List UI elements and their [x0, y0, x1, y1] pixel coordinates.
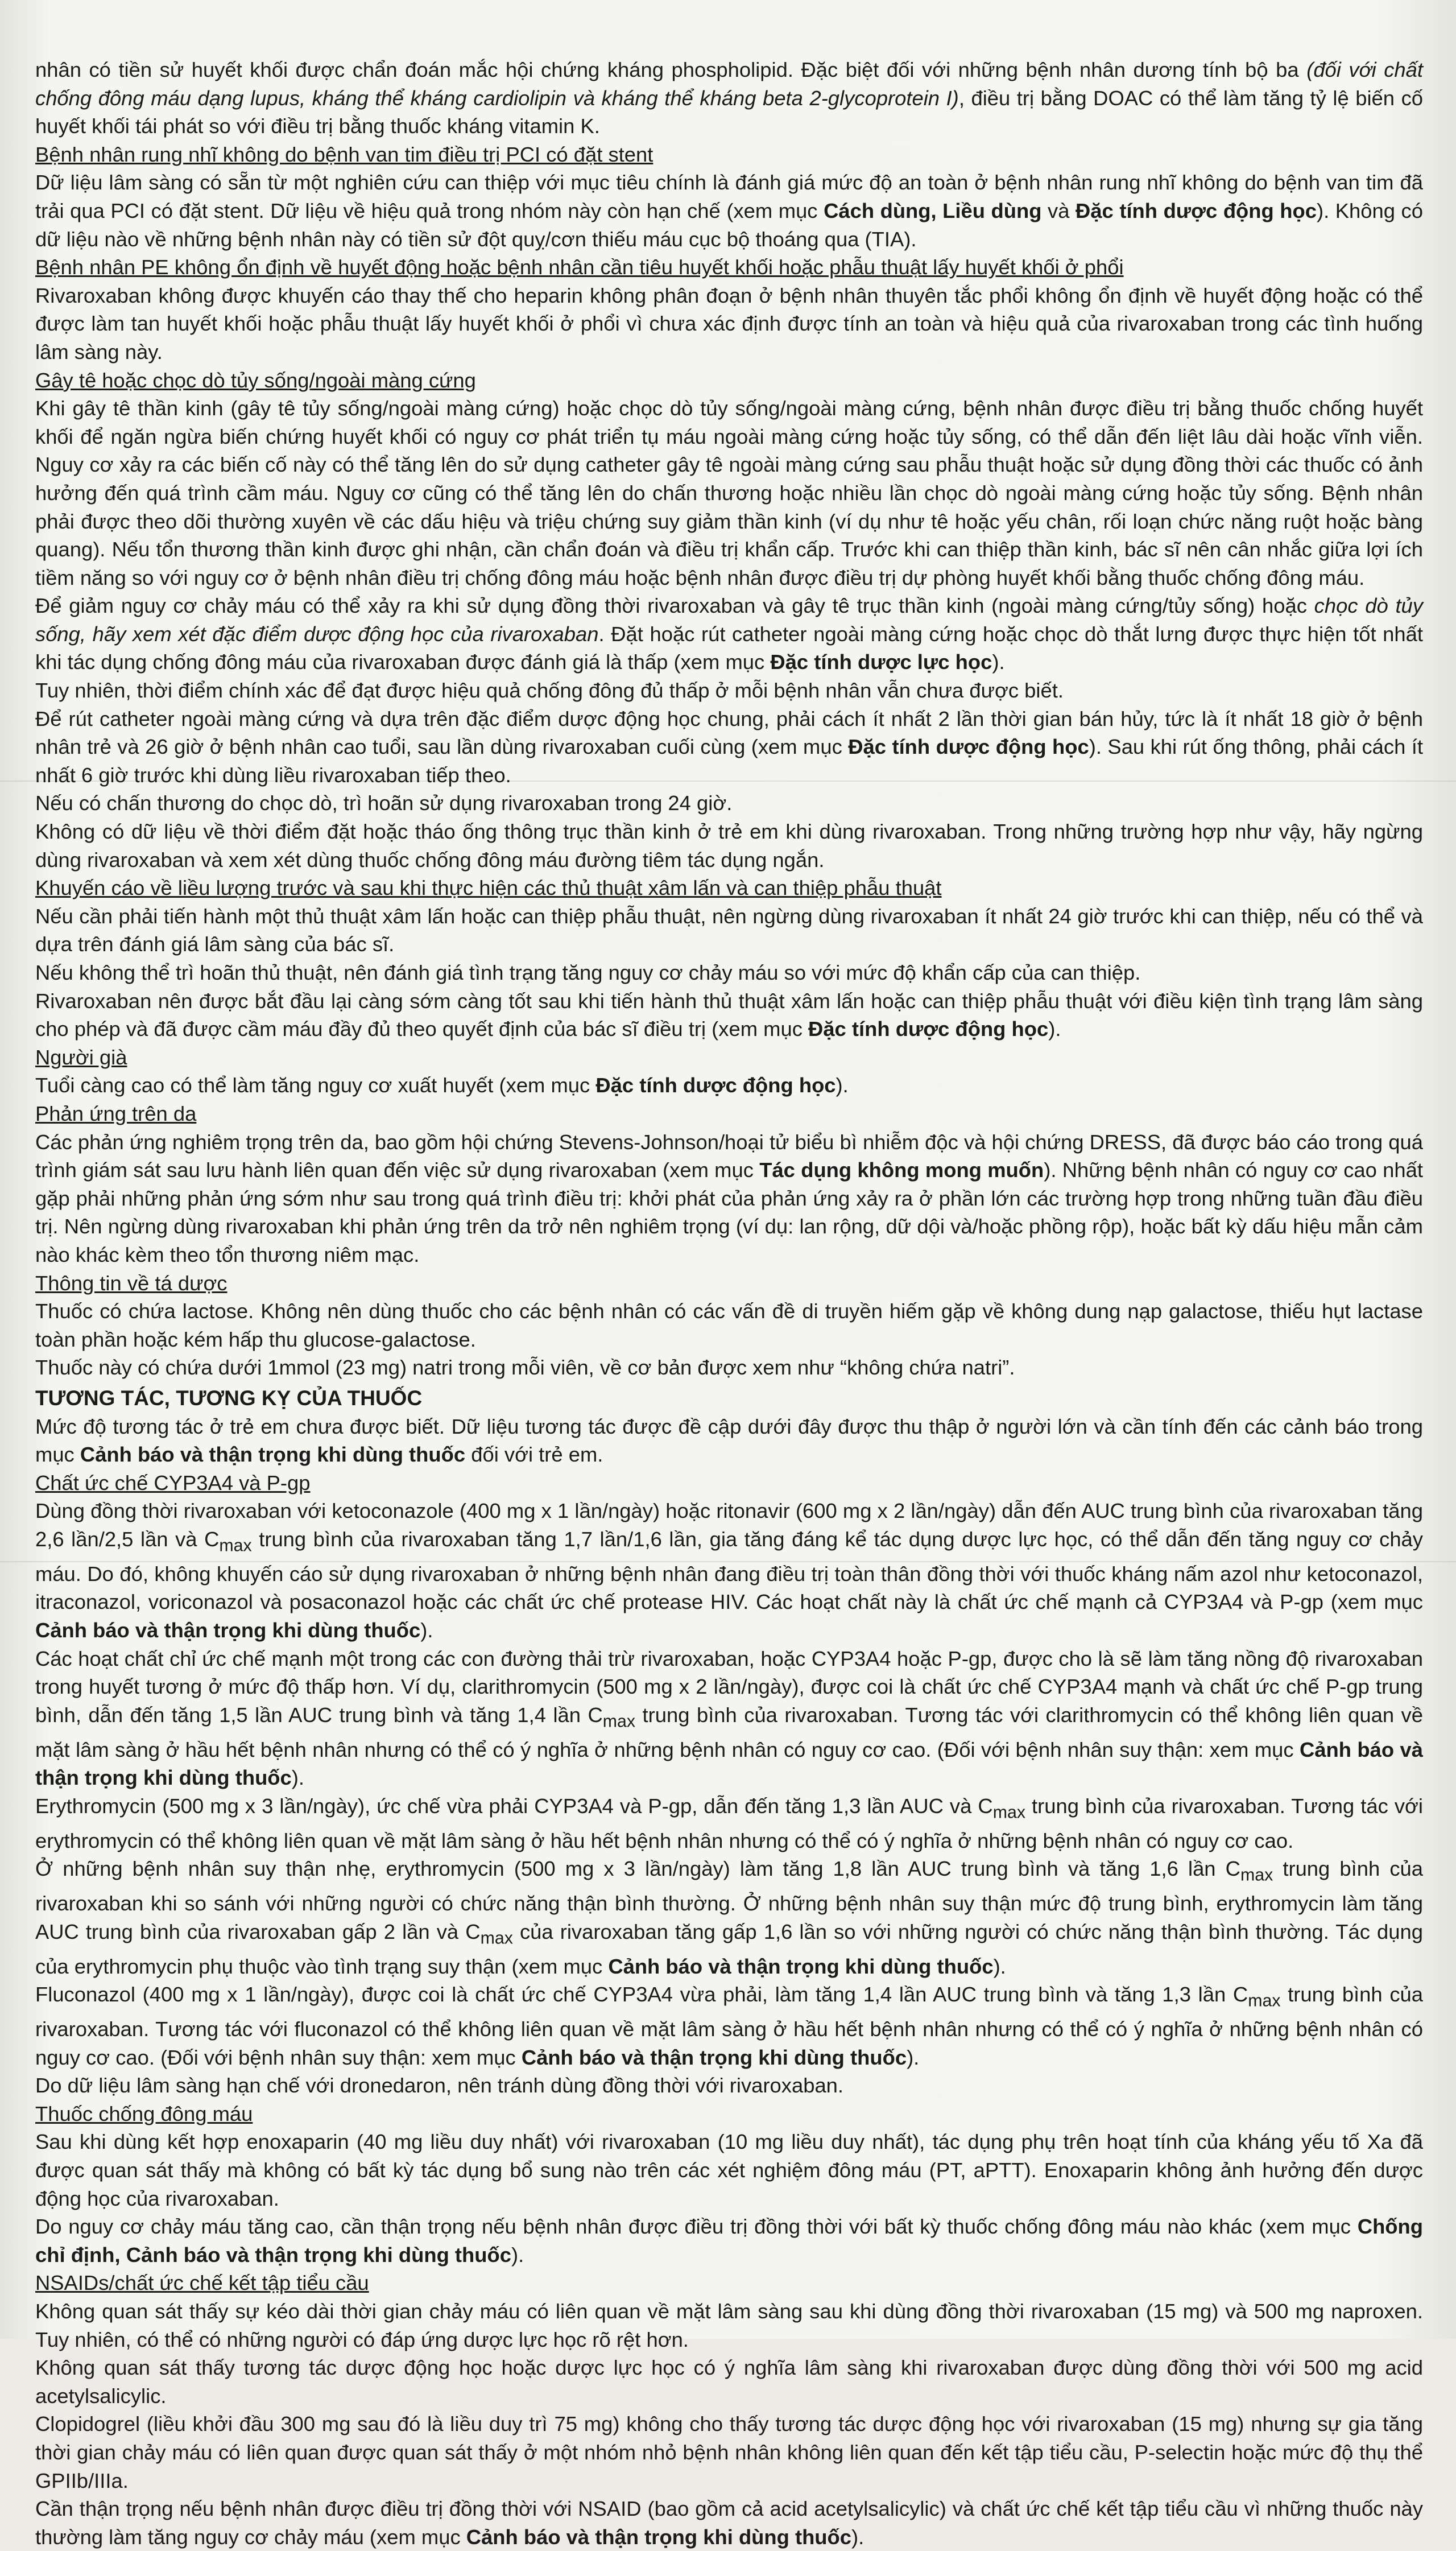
paragraph: Mức độ tương tác ở trẻ em chưa được biết. Dữ liệu tương tác được đề cập dưới đây được thu thập ở người lớn và cần tính đến các cảnh báo trong mục Cảnh báo và thận trọng khi dùng thuốc đối với trẻ em. — [35, 1414, 1423, 1467]
section-heading: Bệnh nhân rung nhĩ không do bệnh van tim điều trị PCI có đặt stent — [35, 142, 653, 166]
paragraph: Erythromycin (500 mg x 3 lần/ngày), ức chế vừa phải CYP3A4 và P-gp, dẫn đến tăng 1,3 lần AUC và $C_{max}$ trung bình của rivaroxaban. Tương tác với erythromycin có thể không liên quan về mặt lâm sàng ở hầu hết bệnh nhân nhưng có thể có ý nghĩa ở những bệnh nhân có nguy cơ cao. — [35, 1794, 1423, 1852]
paragraph: Do dữ liệu lâm sàng hạn chế với dronedaron, nên tránh dùng đồng thời với rivaroxaban. — [35, 2074, 844, 2098]
paragraph: Nếu cần phải tiến hành một thủ thuật xâm lấn hoặc can thiệp phẫu thuật, nên ngừng dùng rivaroxaban ít nhất 24 giờ trước khi can thiệp, nếu có thể và dựa trên đánh giá lâm sàng của bác sĩ. — [35, 904, 1423, 956]
paragraph: Dùng đồng thời rivaroxaban với ketoconazole (400 mg x 1 lần/ngày) hoặc ritonavir (600 mg x 2 lần/ngày) dẫn đến AUC trung bình của rivaroxaban tăng 2,6 lần/2,5 lần và $C_{max}$ trung bình của rivaroxaban tăng 1,7 lần/1,6 lần, gia tăng đáng kể tác dụng dược lực học, có thể dẫn đến tăng nguy cơ chảy máu. Do đó, không khuyến cáo sử dụng rivaroxaban ở những bệnh nhân đang điều trị toàn thân đồng thời với thuốc kháng nấm azol như ketoconazol, itraconazol, voriconazol và posaconazol hoặc các chất ức chế protease HIV. Các hoạt chất này là chất ức chế mạnh cả CYP3A4 và P-gp (xem mục Cảnh báo và thận trọng khi dùng thuốc). — [35, 1499, 1423, 1642]
section-heading: Chất ức chế CYP3A4 và P-gp — [35, 1471, 311, 1495]
paragraph: Thuốc này có chứa dưới 1mmol (23 mg) natri trong mỗi viên, về cơ bản được xem như “không chứa natri”. — [35, 1356, 1015, 1380]
paragraph: Ở những bệnh nhân suy thận nhẹ, erythromycin (500 mg x 3 lần/ngày) làm tăng 1,8 lần AUC trung bình và tăng 1,6 lần $C_{max}$ trung bình của rivaroxaban khi so sánh với những người có chức năng thận bình thường. Ở những bệnh nhân suy thận mức độ trung bình, erythromycin làm tăng AUC trung bình của rivaroxaban gấp 2 lần và $C_{max}$ của rivaroxaban tăng gấp 1,6 lần so với những người có chức năng thận bình thường. Tác dụng của erythromycin phụ thuộc vào tình trạng suy thận (xem mục Cảnh báo và thận trọng khi dùng thuốc). — [35, 1857, 1423, 1978]
chapter-title: TƯƠNG TÁC, TƯƠNG KỴ CỦA THUỐC — [35, 1386, 423, 1410]
paragraph: Để giảm nguy cơ chảy máu có thể xảy ra khi sử dụng đồng thời rivaroxaban và gây tê trục thần kinh (ngoài màng cứng/tủy sống) hoặc chọc dò tủy sống, hãy xem xét đặc điểm dược động học của rivaroxaban. Đặt hoặc rút catheter ngoài màng cứng hoặc chọc dò thắt lưng được thực hiện tốt nhất khi tác dụng chống đông máu của rivaroxaban được đánh giá là thấp (xem mục Đặc tính dược lực học). — [35, 594, 1423, 674]
paragraph: Dữ liệu lâm sàng có sẵn từ một nghiên cứu can thiệp với mục tiêu chính là đánh giá mức độ an toàn ở bệnh nhân rung nhĩ không do bệnh van tim đã trải qua PCI có đặt stent. Dữ liệu về hiệu quả trong nhóm này còn hạn chế (xem mục Cách dùng, Liều dùng và Đặc tính dược động học). Không có dữ liệu nào về những bệnh nhân này có tiền sử đột quỵ/cơn thiếu máu cục bộ thoáng qua (TIA). — [35, 171, 1423, 251]
paragraph: Fluconazol (400 mg x 1 lần/ngày), được coi là chất ức chế CYP3A4 vừa phải, làm tăng 1,4 lần AUC trung bình và tăng 1,3 lần $C_{max}$ trung bình của rivaroxaban. Tương tác với fluconazol có thể không liên quan về mặt lâm sàng ở hầu hết bệnh nhân nhưng có thể có ý nghĩa ở những bệnh nhân có nguy cơ cao. (Đối với bệnh nhân suy thận: xem mục Cảnh báo và thận trọng khi dùng thuốc). — [35, 1983, 1424, 2069]
paragraph: Tuy nhiên, thời điểm chính xác để đạt được hiệu quả chống đông đủ thấp ở mỗi bệnh nhân vẫn chưa được biết. — [35, 679, 1064, 703]
section-heading: Khuyến cáo về liều lượng trước và sau khi thực hiện các thủ thuật xâm lấn và can thiệp phẫu thuật — [35, 876, 942, 900]
paragraph: Cần thận trọng nếu bệnh nhân được điều trị đồng thời với NSAID (bao gồm cả acid acetylsalicylic) và chất ức chế kết tập tiểu cầu vì những thuốc này thường làm tăng nguy cơ chảy máu (xem mục Cảnh báo và thận trọng khi dùng thuốc). — [35, 2497, 1423, 2549]
paragraph: nhân có tiền sử huyết khối được chẩn đoán mắc hội chứng kháng phospholipid. Đặc biệt đối với những bệnh nhân dương tính bộ ba (đối với chất chống đông máu dạng lupus, kháng thể kháng cardiolipin và kháng thể kháng beta 2-glycoprotein I), điều trị bằng DOAC có thể làm tăng tỷ lệ biến cố huyết khối tái phát so với điều trị bằng thuốc kháng vitamin K. — [35, 58, 1424, 138]
paragraph: Các phản ứng nghiêm trọng trên da, bao gồm hội chứng Stevens-Johnson/hoại tử biểu bì nhiễm độc và hội chứng DRESS, đã được báo cáo trong quá trình giám sát sau lưu hành liên quan đến việc sử dụng rivaroxaban (xem mục Tác dụng không mong muốn). Những bệnh nhân có nguy cơ cao nhất gặp phải những phản ứng sớm như sau trong quá trình điều trị: khởi phát của phản ứng xảy ra ở phần lớn các trường hợp trong những tuần đầu điều trị. Nên ngừng dùng rivaroxaban khi phản ứng trên da trở nên nghiêm trọng (ví dụ: lan rộng, dữ dội và/hoặc phồng rộp), hoặc bất kỳ dấu hiệu mẫn cảm nào khác kèm theo tổn thương niêm mạc. — [35, 1130, 1423, 1266]
paragraph: Tuổi càng cao có thể làm tăng nguy cơ xuất huyết (xem mục Đặc tính dược động học). — [35, 1074, 849, 1097]
paragraph: Để rút catheter ngoài màng cứng và dựa trên đặc điểm dược động học chung, phải cách ít nhất 2 lần thời gian bán hủy, tức là ít nhất 18 giờ ở bệnh nhân trẻ và 26 giờ ở bệnh nhân cao tuổi, sau lần dùng rivaroxaban cuối cùng (xem mục Đặc tính dược động học). Sau khi rút ống thông, phải cách ít nhất 6 giờ trước khi dùng liều rivaroxaban tiếp theo. — [35, 707, 1423, 787]
paragraph: Clopidogrel (liều khởi đầu 300 mg sau đó là liều duy trì 75 mg) không cho thấy tương tác dược động học với rivaroxaban (15 mg) nhưng sự gia tăng thời gian chảy máu có liên quan được quan sát thấy ở một nhóm nhỏ bệnh nhân không liên quan đến kết tập tiểu cầu, P-selectin hoặc mức độ thụ thể GPIIb/IIIa. — [35, 2412, 1423, 2492]
paragraph: Không có dữ liệu về thời điểm đặt hoặc tháo ống thông trục thần kinh ở trẻ em khi dùng rivaroxaban. Trong những trường hợp như vậy, hãy ngừng dùng rivaroxaban và xem xét dùng thuốc chống đông máu đường tiêm tác dụng ngắn. — [35, 820, 1423, 872]
section-heading: Thuốc chống đông máu — [35, 2102, 253, 2125]
section-heading: Thông tin về tá dược — [35, 1271, 228, 1295]
paragraph: Không quan sát thấy tương tác dược động học hoặc dược lực học có ý nghĩa lâm sàng khi rivaroxaban được dùng đồng thời với 500 mg acid acetylsalicylic. — [35, 2356, 1423, 2408]
paragraph: Nếu không thể trì hoãn thủ thuật, nên đánh giá tình trạng tăng nguy cơ chảy máu so với mức độ khẩn cấp của can thiệp. — [35, 961, 1141, 984]
paragraph: Rivaroxaban nên được bắt đầu lại càng sớm càng tốt sau khi tiến hành thủ thuật xâm lấn hoặc can thiệp phẫu thuật với điều kiện tình trạng lâm sàng cho phép và đã được cầm máu đầy đủ theo quyết định của bác sĩ điều trị (xem mục Đặc tính dược động học). — [35, 989, 1423, 1041]
section-heading: Bệnh nhân PE không ổn định về huyết động hoặc bệnh nhân cần tiêu huyết khối hoặc phẫu thuật lấy huyết khối ở phổi — [35, 255, 1124, 279]
section-heading: Người già — [35, 1045, 127, 1069]
paragraph: Không quan sát thấy sự kéo dài thời gian chảy máu có liên quan về mặt lâm sàng sau khi dùng đồng thời rivaroxaban (15 mg) và 500 mg naproxen. Tuy nhiên, có thể có những người có đáp ứng dược lực học rõ rệt hơn. — [35, 2300, 1423, 2351]
paragraph: Nếu có chấn thương do chọc dò, trì hoãn sử dụng rivaroxaban trong 24 giờ. — [35, 791, 733, 815]
paragraph: Thuốc có chứa lactose. Không nên dùng thuốc cho các bệnh nhân có các vấn đề di truyền hiếm gặp về không dung nạp galactose, thiếu hụt lactase toàn phần hoặc kém hấp thu glucose-galactose. — [35, 1299, 1423, 1351]
paragraph: Các hoạt chất chỉ ức chế mạnh một trong các con đường thải trừ rivaroxaban, hoặc CYP3A4 hoặc P-gp, được cho là sẽ làm tăng nồng độ rivaroxaban trong huyết tương ở mức độ thấp hơn. Ví dụ, clarithromycin (500 mg x 2 lần/ngày), được coi là chất ức chế CYP3A4 mạnh và chất ức chế P-gp trung bình, dẫn đến tăng 1,5 lần AUC trung bình và tăng 1,4 lần $C_{max}$ trung bình của rivaroxaban. Tương tác với clarithromycin có thể không liên quan về mặt lâm sàng ở hầu hết bệnh nhân nhưng có thể có ý nghĩa ở những bệnh nhân có nguy cơ cao. (Đối với bệnh nhân suy thận: xem mục Cảnh báo và thận trọng khi dùng thuốc). — [35, 1646, 1423, 1790]
paragraph: Do nguy cơ chảy máu tăng cao, cần thận trọng nếu bệnh nhân được điều trị đồng thời với bất kỳ thuốc chống đông máu nào khác (xem mục Chống chỉ định, Cảnh báo và thận trọng khi dùng thuốc). — [35, 2215, 1423, 2267]
paragraph: Sau khi dùng kết hợp enoxaparin (40 mg liều duy nhất) với rivaroxaban (10 mg liều duy nhất), tác dụng phụ trên hoạt tính của kháng yếu tố Xa đã được quan sát thấy mà không có bất kỳ tác dụng bổ sung nào trên các xét nghiệm đông máu (PT, aPTT). Enoxaparin không ảnh hưởng đến dược động học của rivaroxaban. — [35, 2130, 1423, 2210]
paragraph: Rivaroxaban không được khuyến cáo thay thế cho heparin không phân đoạn ở bệnh nhân thuyên tắc phổi không ổn định về huyết động hoặc có thể được làm tan huyết khối hoặc phẫu thuật lấy huyết khối ở phổi vì chưa xác định được tính an toàn và hiệu quả của rivaroxaban trong các tình huống lâm sàng này. — [35, 283, 1423, 364]
paragraph: Khi gây tê thần kinh (gây tê tủy sống/ngoài màng cứng) hoặc chọc dò tủy sống/ngoài màng cứng, bệnh nhân được điều trị bằng thuốc chống huyết khối để ngăn ngừa biến chứng huyết khối có nguy cơ phát triển tụ máu ngoài màng cứng hoặc tủy sống, có thể dẫn đến liệt lâu dài hoặc vĩnh viễn. Nguy cơ xảy ra các biến cố này có thể tăng lên do sử dụng catheter gây tê ngoài màng cứng sau phẫu thuật hoặc sử dụng đồng thời các thuốc có ảnh hưởng đến quá trình cầm máu. Nguy cơ cũng có thể tăng lên do chấn thương hoặc nhiều lần chọc dò ngoài màng cứng hoặc tủy sống. Bệnh nhân phải được theo dõi thường xuyên về các dấu hiệu và triệu chứng suy giảm thần kinh (ví dụ như tê hoặc yếu chân, rối loạn chức năng ruột hoặc bàng quang). Nếu tổn thương thần kinh được ghi nhận, cần chẩn đoán và điều trị khẩn cấp. Trước khi can thiệp thần kinh, bác sĩ nên cân nhắc giữa lợi ích tiềm năng so với nguy cơ ở bệnh nhân điều trị chống đông máu hoặc bệnh nhân được điều trị dự phòng huyết khối bằng thuốc chống đông máu. — [35, 397, 1423, 589]
section-heading: Gây tê hoặc chọc dò tủy sống/ngoài màng cứng — [35, 368, 476, 392]
leaflet-text-column — [35, 56, 1423, 2551]
section-heading: Phản ứng trên da — [35, 1101, 197, 1125]
section-heading: NSAIDs/chất ức chế kết tập tiểu cầu — [35, 2271, 369, 2295]
